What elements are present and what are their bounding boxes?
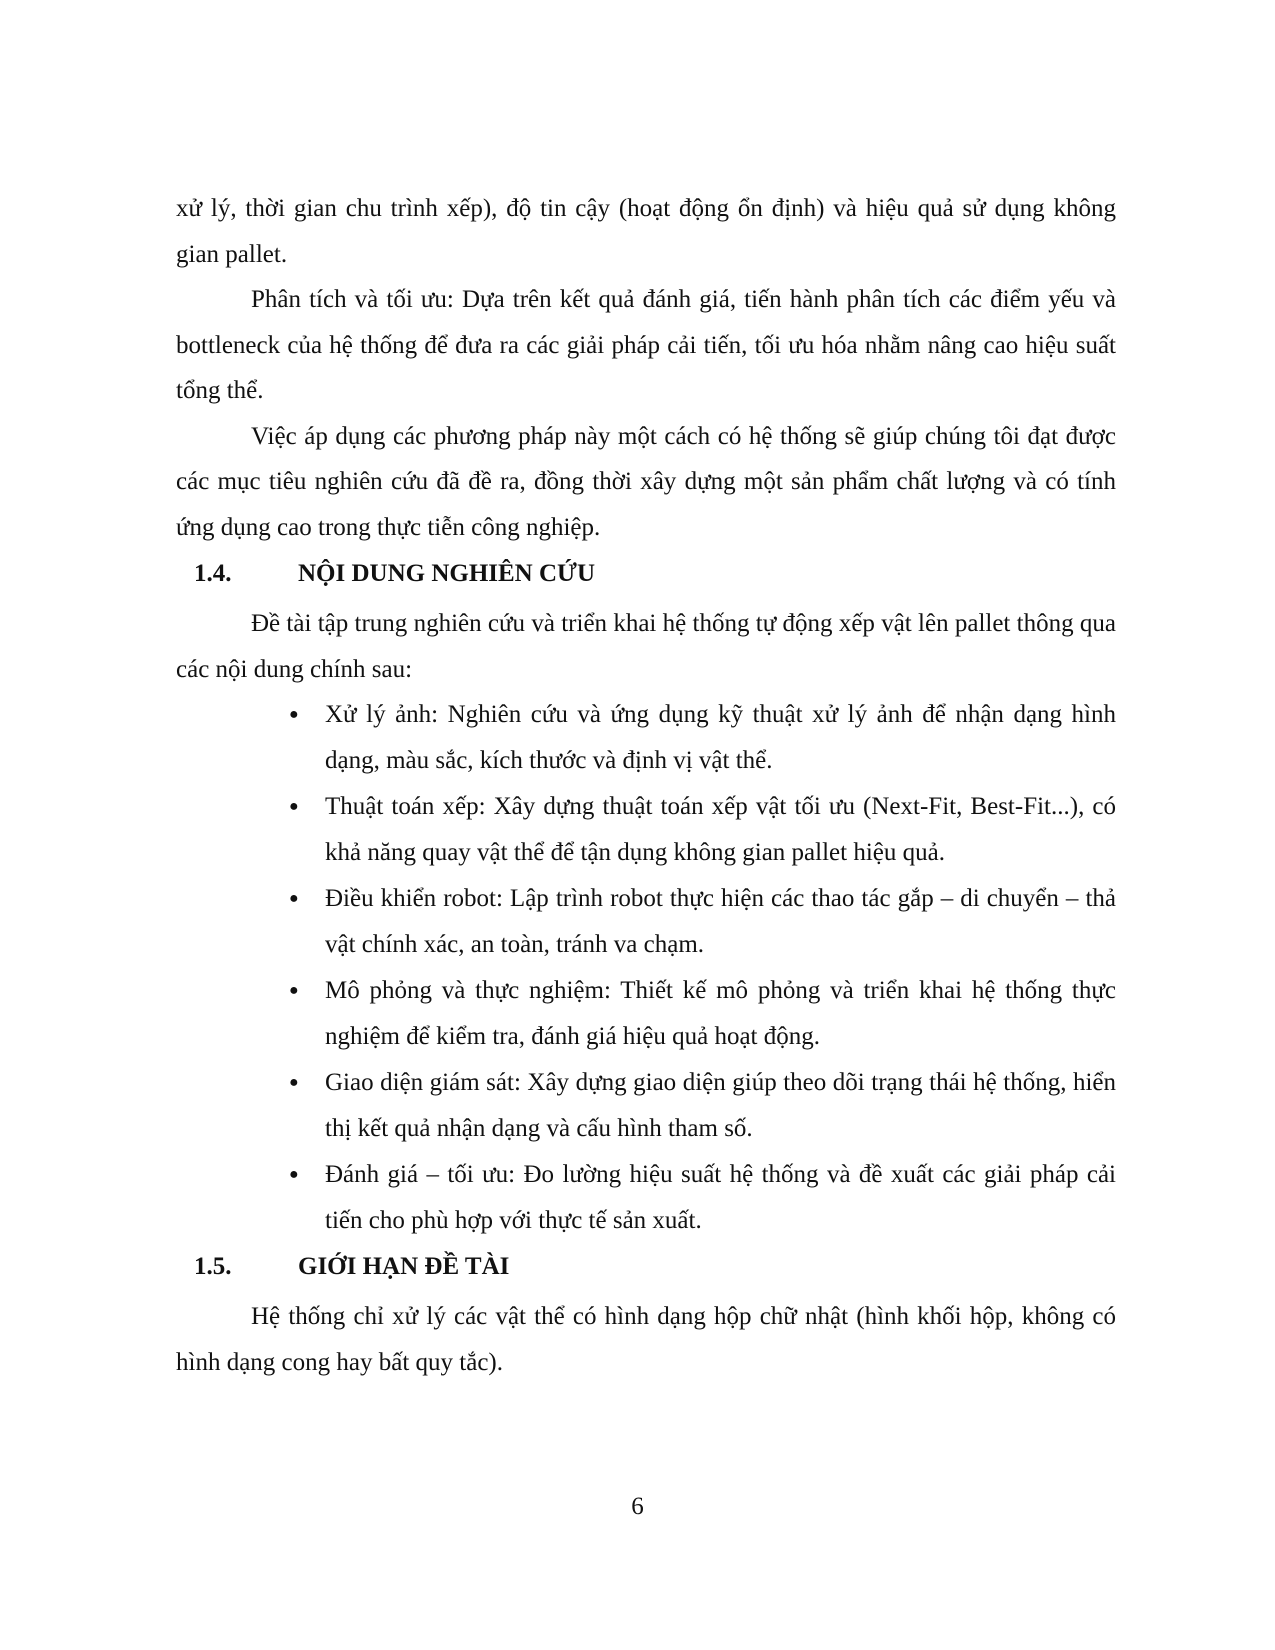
section-number: 1.5. bbox=[194, 1253, 232, 1280]
section-heading-1-5 bbox=[176, 1247, 1116, 1287]
section-heading-1-4 bbox=[176, 554, 1116, 594]
section-number: 1.4. bbox=[194, 560, 232, 587]
bullet-icon: ● bbox=[289, 798, 299, 815]
paragraph-continuation: xử lý, thời gian chu trình xếp), độ tin cậy (hoạt động ổn định) và hiệu quả sử dụng không gian pallet. bbox=[176, 195, 1116, 268]
research-content-list bbox=[176, 692, 1116, 1243]
list-item bbox=[176, 784, 1116, 875]
bullet-icon: ● bbox=[289, 706, 299, 723]
paragraph-methods-summary: Việc áp dụng các phương pháp này một cách có hệ thống sẽ giúp chúng tôi đạt được các mục tiêu nghiên cứu đã đề ra, đồng thời xây dựng một sản phẩm chất lượng và có tính ứng dụng cao trong thực tiễn công nghiệp. bbox=[176, 422, 1116, 541]
list-item bbox=[176, 692, 1116, 783]
section-title: GIỚI HẠN ĐỀ TÀI bbox=[298, 1253, 510, 1280]
list-item-text: Xử lý ảnh: Nghiên cứu và ứng dụng kỹ thuật xử lý ảnh để nhận dạng hình dạng, màu sắc, kích thước và định vị vật thể. bbox=[325, 701, 1116, 774]
section-limitation-text: Hệ thống chỉ xử lý các vật thể có hình dạng hộp chữ nhật (hình khối hộp, không có hình dạng cong hay bất quy tắc). bbox=[176, 1303, 1116, 1376]
page-number: 6 bbox=[631, 1493, 644, 1520]
list-item bbox=[176, 1152, 1116, 1243]
page-content bbox=[176, 186, 1116, 1385]
list-item-text: Đánh giá – tối ưu: Đo lường hiệu suất hệ thống và đề xuất các giải pháp cải tiến cho phù hợp với thực tế sản xuất. bbox=[325, 1161, 1116, 1234]
section-title: NỘI DUNG NGHIÊN CỨU bbox=[298, 560, 595, 587]
list-item-text: Giao diện giám sát: Xây dựng giao diện giúp theo dõi trạng thái hệ thống, hiển thị kết quả nhận dạng và cấu hình tham số. bbox=[325, 1069, 1116, 1142]
list-item-text: Điều khiển robot: Lập trình robot thực hiện các thao tác gắp – di chuyển – thả vật chính xác, an toàn, tránh va chạm. bbox=[325, 885, 1116, 958]
bullet-icon: ● bbox=[289, 1166, 299, 1183]
section-intro: Đề tài tập trung nghiên cứu và triển khai hệ thống tự động xếp vật lên pallet thông qua các nội dung chính sau: bbox=[176, 610, 1116, 683]
paragraph-analysis-optimization: Phân tích và tối ưu: Dựa trên kết quả đánh giá, tiến hành phân tích các điểm yếu và bottleneck của hệ thống để đưa ra các giải pháp cải tiến, tối ưu hóa nhằm nâng cao hiệu suất tổng thể. bbox=[176, 286, 1116, 404]
bullet-icon: ● bbox=[289, 1074, 299, 1091]
list-item bbox=[176, 1060, 1116, 1151]
list-item-text: Thuật toán xếp: Xây dựng thuật toán xếp vật tối ưu (Next-Fit, Best-Fit...), có khả năng quay vật thể để tận dụng không gian pallet hiệu quả. bbox=[325, 793, 1116, 866]
list-item-text: Mô phỏng và thực nghiệm: Thiết kế mô phỏng và triển khai hệ thống thực nghiệm để kiểm tra, đánh giá hiệu quả hoạt động. bbox=[325, 977, 1116, 1050]
bullet-icon: ● bbox=[289, 982, 299, 999]
bullet-icon: ● bbox=[289, 890, 299, 907]
list-item bbox=[176, 876, 1116, 967]
list-item bbox=[176, 968, 1116, 1059]
